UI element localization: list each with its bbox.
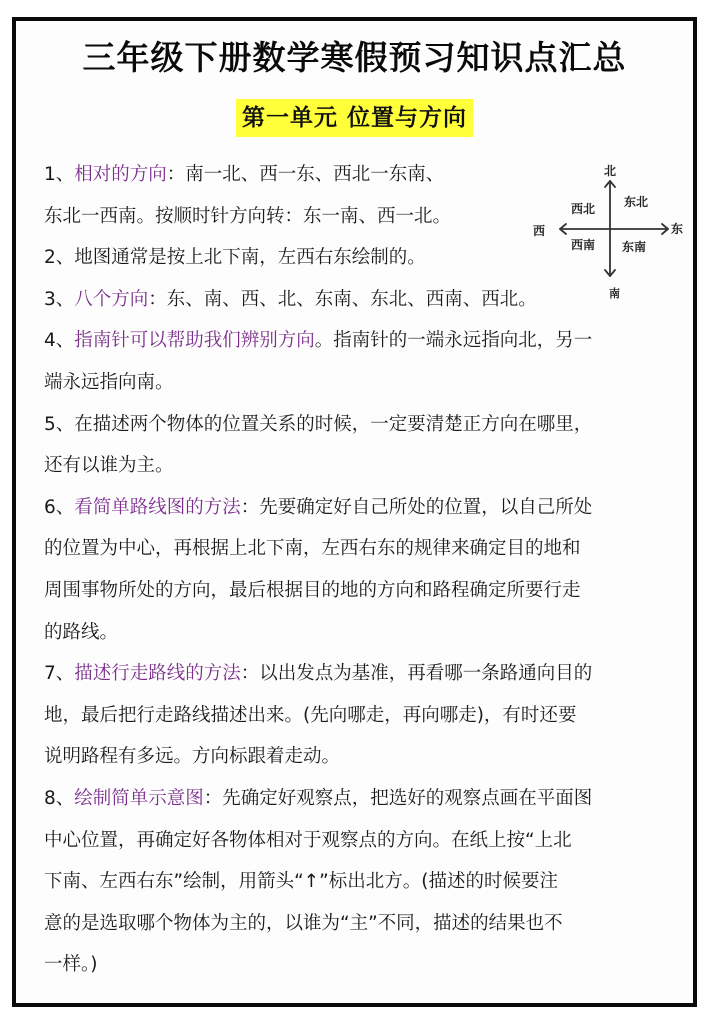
knowledge-item-6 xyxy=(44,487,680,653)
item-number: 7、 xyxy=(44,663,75,685)
knowledge-item-5 xyxy=(44,404,680,487)
item-number: 3、 xyxy=(44,288,75,310)
item-text: 中心位置，再确定好各物体相对于观察点的方向。在纸上按“上北 xyxy=(44,829,572,851)
item-text: ：先确定好观察点，把选好的观察点画在平面图 xyxy=(203,787,593,809)
compass-west-label: 西 xyxy=(533,224,546,238)
compass-south-label: 南 xyxy=(609,287,620,300)
page-title: 三年级下册数学寒假预习知识点汇总 xyxy=(82,38,627,77)
item-text: ：南一北、西一东、西北一东南、 xyxy=(166,164,445,185)
item-number: 4、 xyxy=(44,330,75,352)
unit-heading-wrap xyxy=(0,99,709,137)
compass-east-label: 东 xyxy=(671,222,684,236)
item-text: 的位置为中心，再根据上北下南，左西右东的规律来确定目的地和 xyxy=(44,538,581,560)
item-text: 地，最后把行走路线描述出来。(先向哪走，再向哪走)，有时还要 xyxy=(44,704,577,726)
knowledge-item-7 xyxy=(44,653,680,778)
knowledge-item-3 xyxy=(44,279,680,321)
item-text: 说明路程有多远。方向标跟着走动。 xyxy=(44,746,341,768)
item-text: 。指南针的一端永远指向北，另一 xyxy=(314,330,593,352)
item-text: 东北一西南。按顺时针方向转：东一南、西一北。 xyxy=(44,205,452,227)
knowledge-item-4 xyxy=(44,320,680,403)
compass-southwest-label: 西南 xyxy=(571,238,596,252)
item-text: 一样。) xyxy=(44,954,98,976)
item-number: 8、 xyxy=(44,787,75,809)
item-number: 6、 xyxy=(44,496,75,518)
item-number: 5、 xyxy=(44,413,75,435)
item-text: 端永远指向南。 xyxy=(44,371,174,393)
knowledge-item-1 xyxy=(44,154,680,237)
knowledge-item-8 xyxy=(44,778,680,986)
item-highlight: 看简单路线图的方法 xyxy=(74,496,241,518)
compass-northwest-label: 西北 xyxy=(571,202,596,216)
item-number: 1、 xyxy=(44,164,75,185)
item-text: 地图通常是按上北下南，左西右东绘制的。 xyxy=(74,247,426,269)
item-highlight: 绘制简单示意图 xyxy=(74,787,204,809)
item-text: 意的是选取哪个物体为主的，以谁为“主”不同，描述的结果也不 xyxy=(44,912,563,934)
item-highlight: 相对的方向 xyxy=(74,164,167,185)
item-text: ：以出发点为基准，再看哪一条路通向目的 xyxy=(240,663,593,685)
item-highlight: 指南针可以帮助我们辨别方向 xyxy=(74,330,315,352)
item-text: 下南、左西右东”绘制，用箭头“↑”标出北方。(描述的时候要注 xyxy=(44,871,558,893)
item-text: 的路线。 xyxy=(44,621,119,643)
item-text: ：先要确定好自己所处的位置，以自己所处 xyxy=(240,496,593,518)
item-highlight: 描述行走路线的方法 xyxy=(74,663,241,685)
item-number: 2、 xyxy=(44,247,75,269)
compass-southeast-label: 东南 xyxy=(622,240,647,254)
knowledge-points xyxy=(44,154,680,986)
compass-northeast-label: 东北 xyxy=(624,195,649,209)
item-text: 在描述两个物体的位置关系的时候，一定要清楚正方向在哪里， xyxy=(74,413,593,435)
knowledge-item-2 xyxy=(44,237,680,279)
item-text: 还有以谁为主。 xyxy=(44,455,174,477)
unit-heading: 第一单元 位置与方向 xyxy=(236,99,473,137)
item-text: ：东、南、西、北、东南、东北、西南、西北。 xyxy=(148,288,537,310)
item-text: 周围事物所处的方向，最后根据目的地的方向和路程确定所要行走 xyxy=(44,579,581,601)
item-highlight: 八个方向 xyxy=(74,288,149,310)
compass-north-label: 北 xyxy=(604,164,617,178)
